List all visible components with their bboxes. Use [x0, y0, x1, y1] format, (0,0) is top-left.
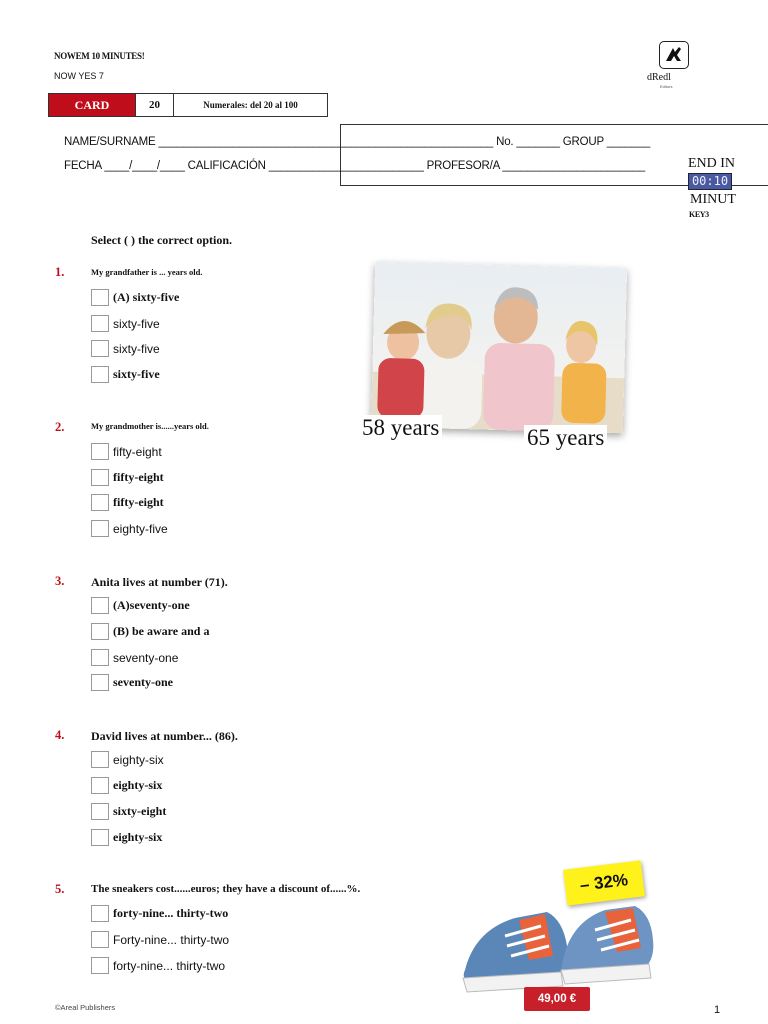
question-number: 4.	[55, 728, 65, 742]
question-text: My grandmother is......years old.	[91, 421, 209, 431]
publisher-logo-text: dRedl	[647, 72, 671, 83]
option-item[interactable]	[91, 622, 209, 641]
publisher-logo-subtext: Editors	[660, 84, 673, 89]
option-item[interactable]	[91, 339, 160, 358]
checkbox[interactable]	[91, 957, 109, 974]
option-label: seventy-one	[113, 675, 173, 689]
checkbox[interactable]	[91, 623, 109, 640]
option-label: forty-nine... thirty-two	[113, 906, 229, 920]
checkbox[interactable]	[91, 597, 109, 614]
option-item[interactable]	[91, 493, 164, 512]
price-tag: 49,00 €	[524, 987, 590, 1011]
question-text: David lives at number... (86).	[91, 729, 238, 743]
option-label: fifty-eight	[113, 495, 164, 509]
family-photo	[371, 262, 627, 434]
checkbox[interactable]	[91, 366, 109, 383]
option-label: (A)seventy-one	[113, 598, 190, 612]
checkbox[interactable]	[91, 340, 109, 357]
option-label: sixty-five	[113, 341, 160, 356]
publisher-footer: ©Areal Publishers	[55, 1003, 116, 1012]
option-label: eighty-six	[113, 778, 163, 792]
checkbox[interactable]	[91, 931, 109, 948]
checkbox[interactable]	[91, 674, 109, 691]
card-topic: Numerales: del 20 al 100	[174, 93, 328, 117]
discount-sticker: – 32%	[563, 860, 645, 905]
option-label: eighty-six	[113, 830, 163, 844]
question-number: 3.	[55, 574, 65, 588]
checkbox[interactable]	[91, 751, 109, 768]
answer-key-label: KEY3	[689, 210, 709, 219]
grandfather-age-label: 65 years	[524, 425, 607, 450]
option-label: eighty-five	[113, 521, 168, 536]
option-label: eighty-six	[113, 752, 164, 767]
grandmother-age-label: 58 years	[359, 415, 442, 440]
card-label: CARD	[48, 93, 136, 117]
option-item[interactable]	[91, 750, 164, 769]
end-in-label: END IN	[688, 156, 736, 171]
option-item[interactable]	[91, 930, 229, 949]
option-item[interactable]	[91, 828, 162, 847]
checkbox[interactable]	[91, 905, 109, 922]
checkbox[interactable]	[91, 443, 109, 460]
card-number: 20	[136, 93, 174, 117]
option-item[interactable]	[91, 288, 179, 307]
minutes-label: MINUT	[690, 192, 736, 207]
card-strip	[48, 93, 328, 117]
checkbox[interactable]	[91, 315, 109, 332]
option-label: sixty-five	[113, 316, 160, 331]
option-label: fifty-eight	[113, 470, 164, 484]
question-text: My grandfather is ... years old.	[91, 267, 203, 277]
checkbox[interactable]	[91, 289, 109, 306]
checkbox[interactable]	[91, 469, 109, 486]
question-number: 5.	[55, 882, 65, 896]
question-number: 2.	[55, 420, 65, 434]
option-label: (B) be aware and a	[113, 624, 210, 638]
checkbox[interactable]	[91, 777, 109, 794]
page-number: 1	[714, 1004, 721, 1016]
document-title: NOWEM 10 MINUTES!	[54, 51, 145, 61]
checkbox[interactable]	[91, 494, 109, 511]
option-label: seventy-one	[113, 650, 179, 665]
document-subtitle: NOW YES 7	[54, 71, 104, 81]
checkbox[interactable]	[91, 803, 109, 820]
option-label: sixty-eight	[113, 804, 167, 818]
option-item[interactable]	[91, 365, 160, 384]
option-item[interactable]	[91, 314, 160, 333]
question-text: The sneakers cost......euros; they have a discount of......%.	[91, 883, 361, 895]
option-item[interactable]	[91, 442, 162, 461]
option-item[interactable]	[91, 956, 225, 975]
option-item[interactable]	[91, 904, 228, 923]
date-grade-teacher-field[interactable]: FECHA ____/____/____ CALIFICACIÓN _________________________ PROFESOR/A _______________________	[64, 160, 645, 172]
publisher-logo-icon	[659, 41, 689, 69]
option-item[interactable]	[91, 648, 178, 667]
option-item[interactable]	[91, 519, 168, 538]
instruction-text: Select ( ) the correct option.	[91, 233, 233, 247]
option-label: fifty-eight	[113, 444, 162, 459]
checkbox[interactable]	[91, 649, 109, 666]
option-item[interactable]	[91, 776, 162, 795]
option-label: (A) sixty-five	[113, 290, 180, 304]
question-text: Anita lives at number (71).	[91, 575, 228, 589]
option-label: Forty-nine... thirty-two	[113, 932, 230, 947]
option-label: sixty-five	[113, 367, 160, 381]
option-item[interactable]	[91, 596, 190, 615]
checkbox[interactable]	[91, 520, 109, 537]
option-item[interactable]	[91, 802, 166, 821]
timer-display: 00:10	[688, 173, 732, 190]
option-label: forty-nine... thirty-two	[113, 958, 226, 973]
option-item[interactable]	[91, 673, 173, 692]
checkbox[interactable]	[91, 829, 109, 846]
name-surname-field[interactable]: NAME/SURNAME ______________________________________________________ No. _______ GROUP _______	[64, 136, 651, 148]
option-item[interactable]	[91, 468, 164, 487]
question-number: 1.	[55, 265, 65, 279]
